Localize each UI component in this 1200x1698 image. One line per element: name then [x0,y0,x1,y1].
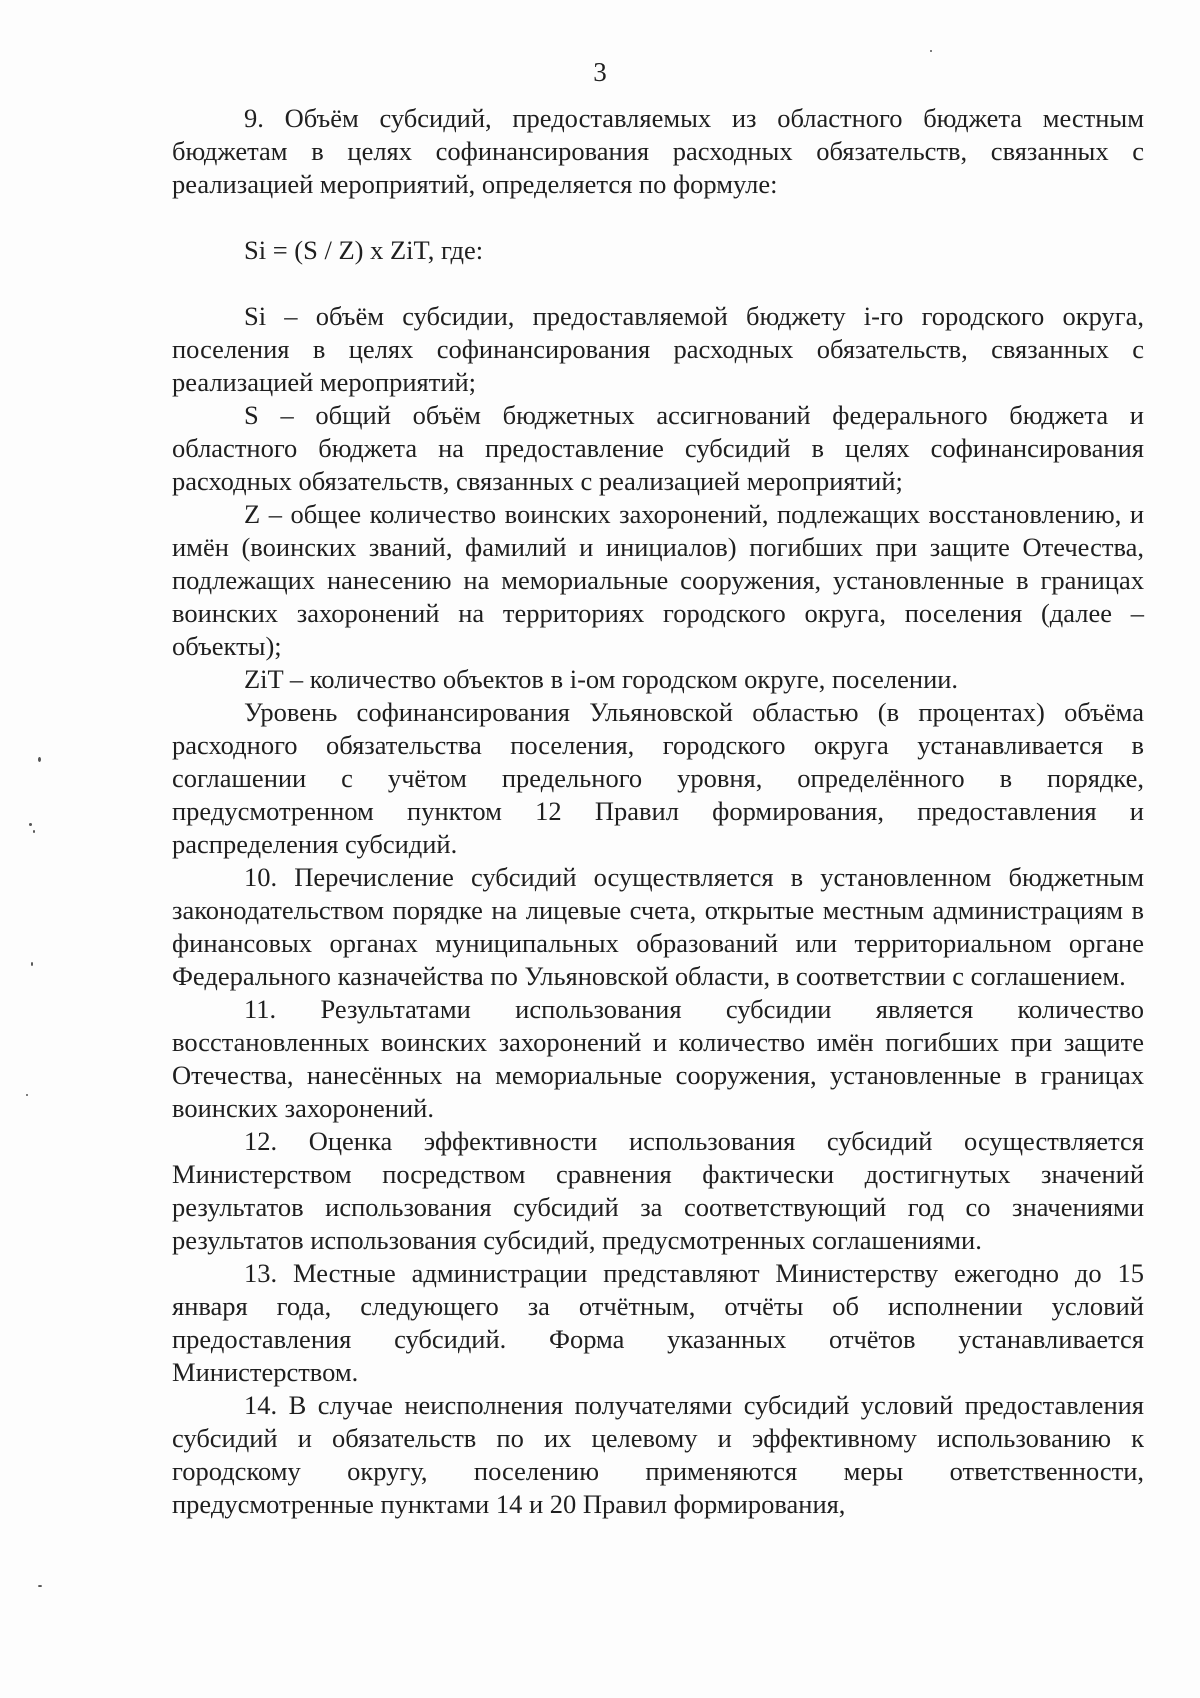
scan-speck [29,823,32,826]
scan-speck [38,757,41,762]
paragraph-11: 11. Результатами использования субсидии является количество восстановленных воинских захоронений и количество имён погибших при защите Отечества, нанесённых на мемориальные сооружения, установленные в границах воинских захоронений. [172,994,1144,1123]
scan-speck [31,962,33,966]
cofinancing-level: Уровень софинансирования Ульяновской областью (в процентах) объёма расходного обязательства поселения, городского округа устанавливается в соглашении с учётом предельного уровня, определённого в порядке, предусмотренном пунктом 12 Правил формирования, предоставления и распределения субсидий. [172,697,1144,859]
paragraph-12: 12. Оценка эффективности использования субсидий осуществляется Министерством посредством сравнения фактически достигнутых значений результатов использования субсидий за соответствующий год со значениями результатов использования субсидий, предусмотренных соглашениями. [172,1126,1144,1255]
scan-speck [33,830,35,833]
page-number: 3 [593,57,607,87]
scan-speck [930,50,932,52]
paragraph-10: 10. Перечисление субсидий осуществляется в установленном бюджетным законодательством порядке на лицевые счета, открытые местным администрациям в финансовых органах муниципальных образований или территориальном органе Федерального казначейства по Ульяновской области, в соответствии с соглашением. [172,862,1144,991]
definition-z: Z – общее количество воинских захоронений, подлежащих восстановлению, и имён (воинских званий, фамилий и инициалов) погибших при защите Отечества, подлежащих нанесению на мемориальные сооружения, установленные в границах воинских захоронений на территориях городского округа, поселения (далее – объекты); [172,499,1144,661]
formula: Si = (S / Z) x ZiT, где: [244,235,484,265]
scan-speck [26,1094,28,1096]
definition-si: Si – объём субсидии, предоставляемой бюджету i-го городского округа, поселения в целях софинансирования расходных обязательств, связанных с реализацией мероприятий; [172,301,1144,397]
definition-s: S – общий объём бюджетных ассигнований федерального бюджета и областного бюджета на предоставление субсидий в целях софинансирования расходных обязательств, связанных с реализацией мероприятий; [172,400,1144,496]
paragraph-14: 14. В случае неисполнения получателями субсидий условий предоставления субсидий и обязательств по их целевому и эффективному использованию к городскому округу, поселению применяются меры ответственности, предусмотренные пунктами 14 и 20 Правил формирования, [172,1390,1144,1519]
scan-speck [38,1585,42,1587]
document-body [172,102,1144,1521]
paragraph-9: 9. Объём субсидий, предоставляемых из областного бюджета местным бюджетам в целях софинансирования расходных обязательств, связанных с реализацией мероприятий, определяется по формуле: [172,103,1144,199]
paragraph-13: 13. Местные администрации представляют Министерству ежегодно до 15 января года, следующего за отчётным, отчёты об исполнении условий предоставления субсидий. Форма указанных отчётов устанавливается Министерством. [172,1258,1144,1387]
definition-zit: ZiT – количество объектов в i-ом городском округе, поселении. [244,664,959,694]
